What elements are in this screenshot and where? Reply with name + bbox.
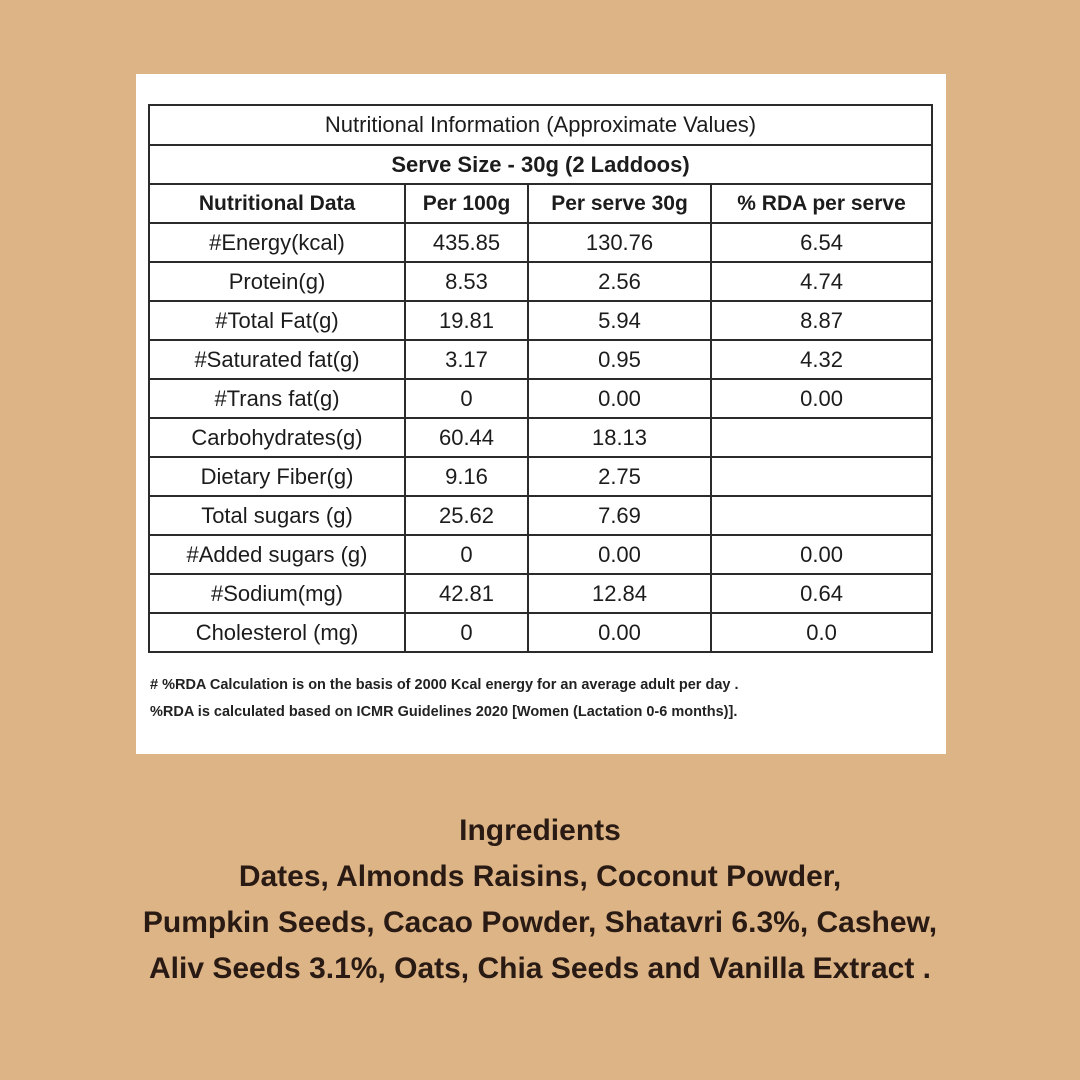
nutrient-name: #Energy(kcal): [149, 223, 405, 262]
table-row: [149, 496, 932, 535]
per-serve-value: 2.56: [528, 262, 711, 301]
per-serve-value: 12.84: [528, 574, 711, 613]
per-100g-value: 0: [405, 535, 528, 574]
column-header: % RDA per serve: [711, 184, 932, 223]
rda-value: 0.0: [711, 613, 932, 652]
per-serve-value: 2.75: [528, 457, 711, 496]
footnote-line: %RDA is calculated based on ICMR Guidelines 2020 [Women (Lactation 0-6 months)].: [150, 704, 738, 720]
ingredients-section: [0, 808, 1080, 992]
rda-value: [711, 418, 932, 457]
per-100g-value: 3.17: [405, 340, 528, 379]
nutrient-name: #Added sugars (g): [149, 535, 405, 574]
nutrient-name: Protein(g): [149, 262, 405, 301]
per-100g-value: 42.81: [405, 574, 528, 613]
nutrient-name: #Sodium(mg): [149, 574, 405, 613]
nutrient-name: Carbohydrates(g): [149, 418, 405, 457]
rda-value: 0.00: [711, 379, 932, 418]
per-serve-value: 0.00: [528, 379, 711, 418]
nutrient-name: #Total Fat(g): [149, 301, 405, 340]
ingredients-line: Dates, Almonds Raisins, Coconut Powder,: [238, 860, 842, 893]
per-serve-value: 5.94: [528, 301, 711, 340]
per-100g-value: 435.85: [405, 223, 528, 262]
table-row: [149, 379, 932, 418]
table-row: [149, 574, 932, 613]
footnote-line: # %RDA Calculation is on the basis of 2000 Kcal energy for an average adult per day .: [150, 677, 739, 693]
ingredients-line: Aliv Seeds 3.1%, Oats, Chia Seeds and Vanilla Extract .: [148, 952, 931, 985]
rda-value: 0.00: [711, 535, 932, 574]
ingredients-line: Pumpkin Seeds, Cacao Powder, Shatavri 6.3%, Cashew,: [142, 906, 938, 939]
table-row: [149, 262, 932, 301]
per-serve-value: 18.13: [528, 418, 711, 457]
per-100g-value: 19.81: [405, 301, 528, 340]
rda-value: [711, 496, 932, 535]
per-100g-value: 0: [405, 379, 528, 418]
ingredients-title: Ingredients: [459, 814, 621, 847]
rda-value: 6.54: [711, 223, 932, 262]
rda-value: [711, 457, 932, 496]
nutrition-table: [148, 104, 933, 653]
nutrition-panel: [136, 74, 946, 754]
nutrient-name: #Trans fat(g): [149, 379, 405, 418]
per-100g-value: 8.53: [405, 262, 528, 301]
rda-value: 0.64: [711, 574, 932, 613]
per-serve-value: 130.76: [528, 223, 711, 262]
table-row: [149, 340, 932, 379]
table-header-row: [149, 184, 932, 223]
rda-value: 4.74: [711, 262, 932, 301]
table-row: [149, 301, 932, 340]
table-row: [149, 613, 932, 652]
serve-size: Serve Size - 30g (2 Laddoos): [149, 145, 932, 184]
per-serve-value: 7.69: [528, 496, 711, 535]
rda-value: 8.87: [711, 301, 932, 340]
nutrient-name: Total sugars (g): [149, 496, 405, 535]
table-row: [149, 418, 932, 457]
per-serve-value: 0.95: [528, 340, 711, 379]
column-header: Nutritional Data: [149, 184, 405, 223]
nutrient-name: Cholesterol (mg): [149, 613, 405, 652]
nutrient-name: #Saturated fat(g): [149, 340, 405, 379]
column-header: Per 100g: [405, 184, 528, 223]
per-100g-value: 0: [405, 613, 528, 652]
per-serve-value: 0.00: [528, 535, 711, 574]
table-row: [149, 457, 932, 496]
rda-footnote: [150, 672, 739, 726]
rda-value: 4.32: [711, 340, 932, 379]
nutrient-name: Dietary Fiber(g): [149, 457, 405, 496]
per-serve-value: 0.00: [528, 613, 711, 652]
per-100g-value: 60.44: [405, 418, 528, 457]
table-title: Nutritional Information (Approximate Values): [149, 105, 932, 145]
per-100g-value: 9.16: [405, 457, 528, 496]
table-row: [149, 223, 932, 262]
table-row: [149, 535, 932, 574]
column-header: Per serve 30g: [528, 184, 711, 223]
per-100g-value: 25.62: [405, 496, 528, 535]
